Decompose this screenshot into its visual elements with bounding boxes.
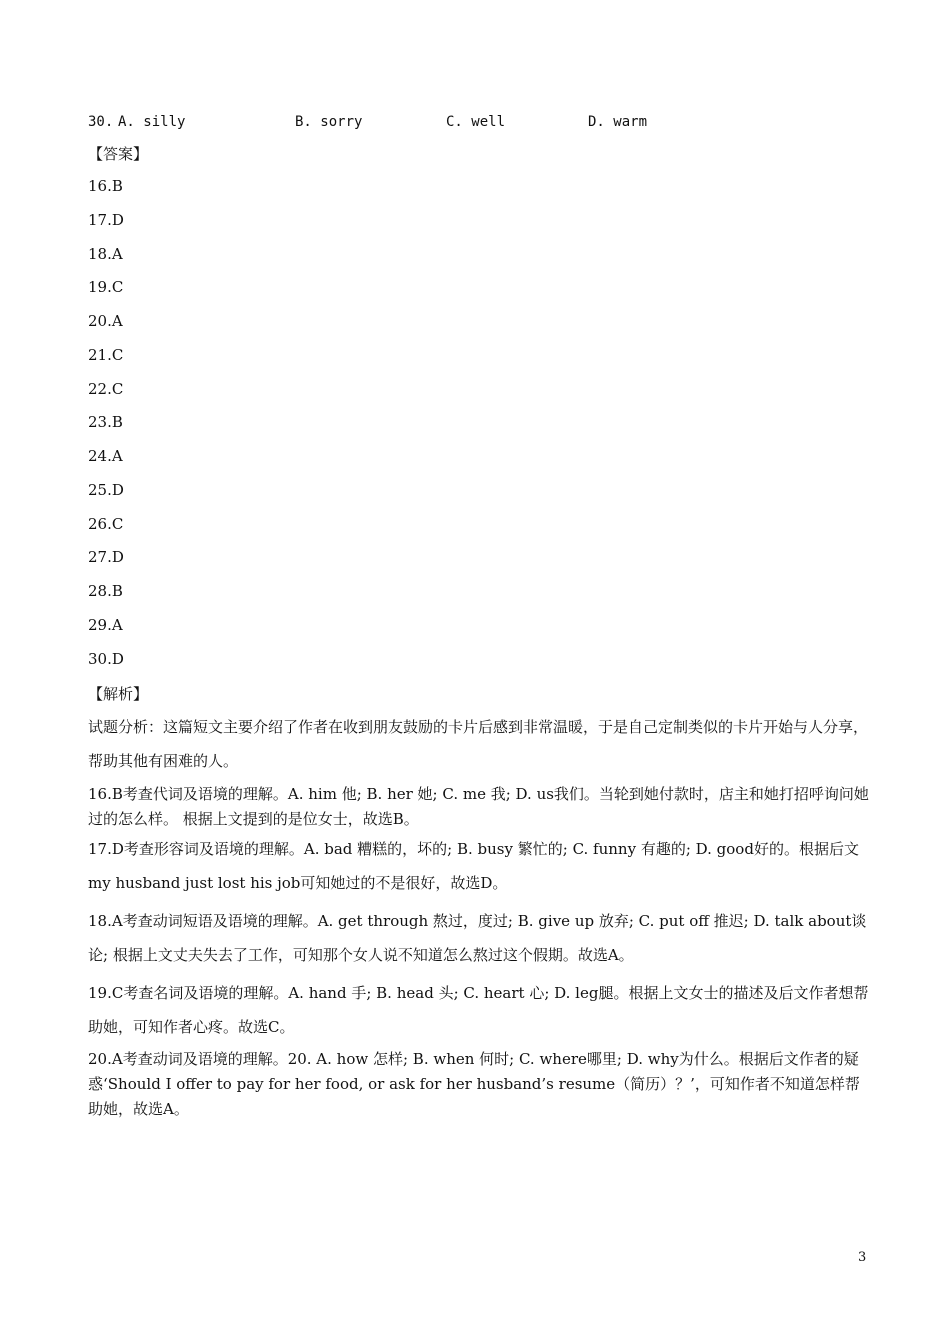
explanation-19: 19.C考查名词及语境的理解。A. hand 手; B. head 头; C. heart 心; D. leg腿。根据上文女士的描述及后文作者想帮助她，可知作者心疼。故选C。 <box>88 984 869 1036</box>
page-number: 3 <box>858 1250 867 1265</box>
explanation-20: 20.A考查动词及语境的理解。20. A. how 怎样; B. when 何时; C. where哪里; D. why为什么。根据后文作者的疑惑‘Should I offer to pay for her food, or ask for her husband’s resume（简历）？’，可知作者不知道怎样帮助她，故选A。 <box>88 1050 860 1118</box>
answer-item: 27.D <box>88 548 124 566</box>
answer-item: 23.B <box>88 413 123 431</box>
answer-item: 26.C <box>88 515 124 533</box>
answer-item: 29.A <box>88 616 123 634</box>
explanation-18: 18.A考查动词短语及语境的理解。A. get through 熬过，度过; B. give up 放弃; C. put off 推迟; D. talk about谈论; 根据上文丈夫失去了工作，可知那个女人说不知道怎么熬过这个假期。故选A。 <box>88 912 867 964</box>
question-number: 30. <box>88 114 114 130</box>
analysis-heading: 【解析】 <box>88 685 149 703</box>
answer-item: 24.A <box>88 447 123 465</box>
option-a: A. silly <box>118 114 186 130</box>
explanation-16: 16.B考查代词及语境的理解。A. him 他; B. her 她; C. me 我; D. us我们。当轮到她付款时，店主和她打招呼询问她过的怎么样。 根据上文提到的是位女士，故选B。 <box>88 785 869 828</box>
answer-item: 17.D <box>88 211 124 229</box>
answer-item: 18.A <box>88 245 123 263</box>
explanation-17: 17.D考查形容词及语境的理解。A. bad 糟糕的，坏的; B. busy 繁忙的; C. funny 有趣的; D. good好的。根据后文my husband just lost his job可知她过的不是很好，故选D。 <box>88 840 859 892</box>
answer-item: 19.C <box>88 278 124 296</box>
answer-item: 20.A <box>88 312 123 330</box>
answer-heading: 【答案】 <box>88 145 149 163</box>
answer-item: 21.C <box>88 346 124 364</box>
analysis-summary: 试题分析：这篇短文主要介绍了作者在收到朋友鼓励的卡片后感到非常温暖，于是自己定制类似的卡片开始与人分享，帮助其他有困难的人。 <box>88 718 869 770</box>
answer-item: 25.D <box>88 481 124 499</box>
option-b: B. sorry <box>295 114 363 130</box>
answer-item: 28.B <box>88 582 123 600</box>
answer-item: 22.C <box>88 380 124 398</box>
answer-item: 30.D <box>88 650 124 668</box>
option-c: C. well <box>446 114 506 130</box>
option-d: D. warm <box>588 114 648 130</box>
answer-item: 16.B <box>88 177 123 195</box>
